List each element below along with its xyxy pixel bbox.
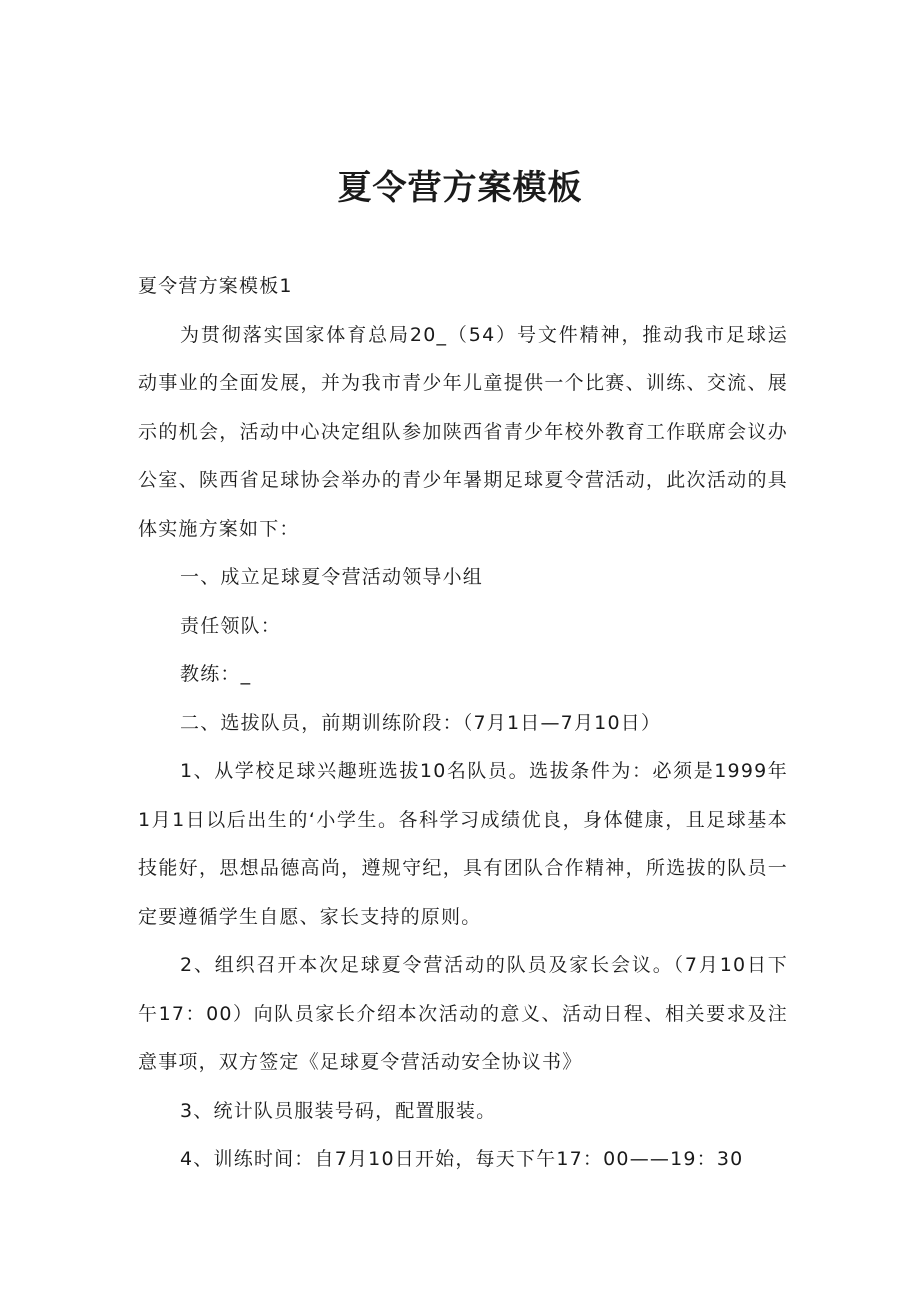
document-body (138, 262, 788, 1184)
paragraph-section-2: 二、选拔队员，前期训练阶段：（7月1日—7月10日） (180, 711, 662, 734)
paragraph-section-1: 一、成立足球夏令营活动领导小组 (180, 566, 484, 588)
paragraph-item-2: 2、组织召开本次足球夏令营活动的队员及家长会议。（7月10日下午17：00）向队员家长介绍本次活动的意义、活动日程、相关要求及注意事项，双方签定《足球夏令营活动安全协议书》 (138, 954, 788, 1073)
document-title: 夏令营方案模板 (337, 168, 583, 208)
paragraph-item-3: 3、统计队员服装号码，配置服装。 (180, 1099, 497, 1122)
paragraph-coach: 教练：_ (180, 663, 252, 685)
section-heading: 夏令营方案模板1 (138, 275, 293, 297)
paragraph-item-1: 1、从学校足球兴趣班选拔10名队员。选拔条件为：必须是1999年1月1日以后出生的‘小学生。各科学习成绩优良，身体健康，且足球基本技能好，思想品德高尚，遵规守纪，具有团队合作精神，所选拔的队员一定要遵循学生自愿、家长支持的原则。 (138, 760, 788, 928)
paragraph-intro: 为贯彻落实国家体育总局20_（54）号文件精神，推动我市足球运动事业的全面发展，并为我市青少年儿童提供一个比赛、训练、交流、展示的机会，活动中心决定组队参加陕西省青少年校外教育工作联席会议办公室、陕西省足球协会举办的青少年暑期足球夏令营活动，此次活动的具体实施方案如下： (138, 323, 788, 540)
paragraph-item-4: 4、训练时间：自7月10日开始，每天下午17：00——19：30 (180, 1148, 744, 1170)
paragraph-leader: 责任领队： (180, 614, 282, 637)
